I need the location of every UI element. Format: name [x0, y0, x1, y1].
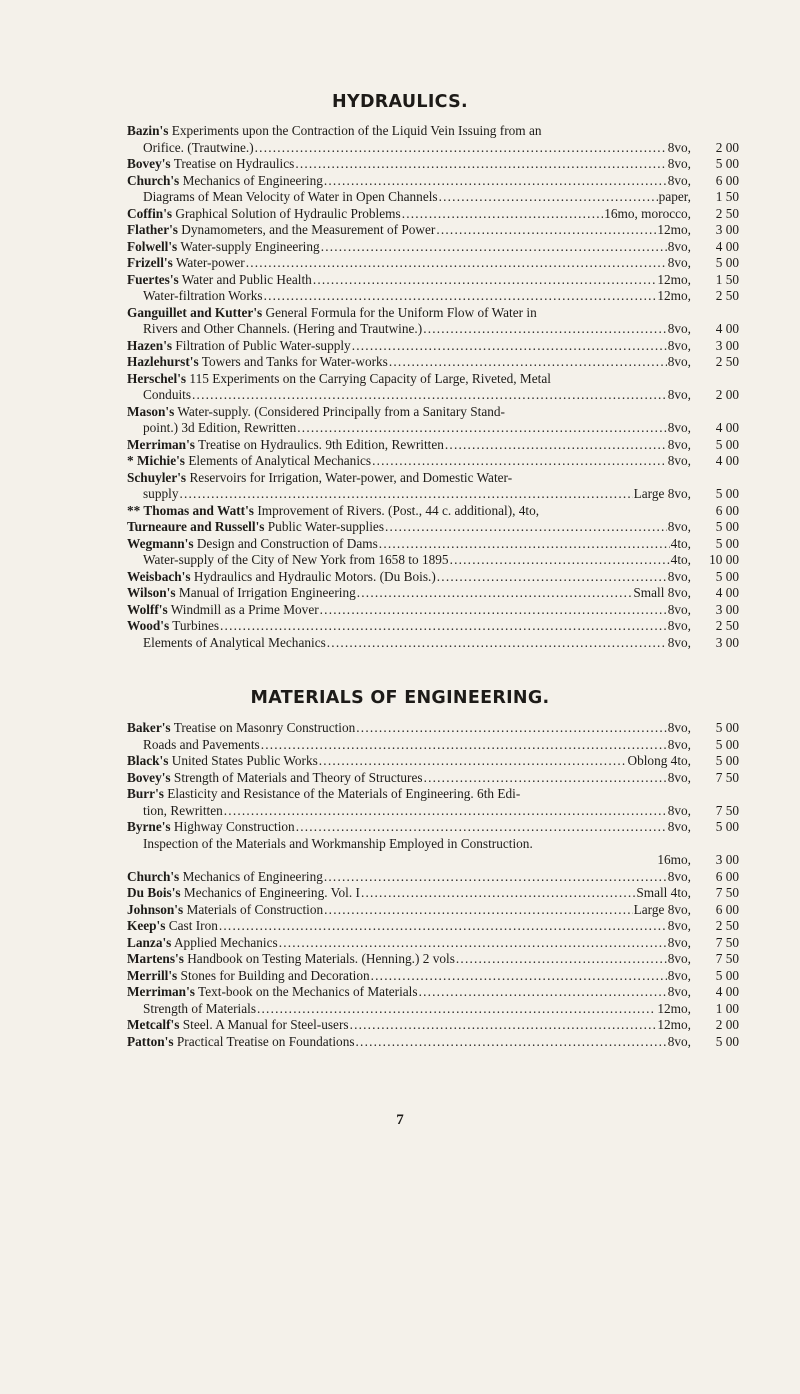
- dot-leader: [439, 189, 658, 206]
- entry-title: Hydraulics and Hydraulic Motors. (Du Bois.): [193, 568, 436, 584]
- entry-format: 8vo,: [667, 238, 691, 254]
- entry-title: Mechanics of Engineering: [182, 868, 323, 884]
- entry-price: 5 00: [715, 753, 739, 768]
- entry-author: Fuertes's: [127, 271, 179, 287]
- dot-leader: [445, 437, 667, 454]
- entry-title: Cast Iron: [168, 918, 218, 933]
- entry-title: supply: [143, 486, 179, 501]
- entry-format: 8vo,: [667, 172, 691, 188]
- dot-leader: [352, 338, 667, 355]
- dot-leader: [324, 869, 667, 886]
- entry-author: Weisbach's: [127, 568, 191, 584]
- entry-author: Black's: [127, 753, 169, 768]
- entry-price: 5 00: [715, 720, 739, 735]
- entry-price: 5 00: [715, 156, 739, 171]
- entry-format: 8vo,: [667, 354, 691, 369]
- dot-leader: [321, 239, 667, 256]
- entry-title: Water-supply. (Considered Principally from a Sanitary Stand-: [177, 403, 505, 419]
- entry-price: 5 00: [715, 486, 739, 501]
- entry-author: Baker's: [127, 720, 171, 735]
- dot-leader: [424, 770, 667, 787]
- dot-leader: [279, 935, 667, 952]
- entry-format: 8vo,: [667, 337, 691, 353]
- catalog-entry: [127, 222, 739, 239]
- entry-title: Diagrams of Mean Velocity of Water in Open Channels: [143, 189, 438, 204]
- entry-price: 3 00: [715, 634, 739, 650]
- entry-title: Practical Treatise on Foundations: [176, 1033, 355, 1049]
- entry-format: 8vo,: [667, 420, 691, 435]
- catalog-entry: [127, 354, 739, 371]
- catalog-entry: [127, 720, 739, 737]
- entry-title: Windmill as a Prime Mover: [170, 601, 319, 617]
- dot-leader: [192, 387, 667, 404]
- entry-title: point.) 3d Edition, Rewritten: [143, 420, 297, 435]
- catalog-entry: [127, 885, 739, 902]
- entry-format: 16mo,: [657, 852, 691, 867]
- entry-format: 4to,: [670, 535, 691, 551]
- materials-heading: MATERIALS OF ENGINEERING.: [250, 688, 550, 708]
- dot-leader: [350, 1017, 657, 1034]
- entry-price: 10 00: [709, 552, 739, 567]
- page-number: 7: [396, 1112, 404, 1128]
- entry-title: Improvement of Rivers. (Post., 44 c. additional), 4to,: [257, 502, 540, 518]
- entry-format: 16mo, morocco,: [604, 205, 691, 221]
- catalog-entry: [127, 503, 739, 520]
- catalog-entry: [127, 404, 739, 437]
- entry-title: Design and Construction of Dams: [196, 535, 378, 551]
- catalog-entry: [127, 902, 739, 919]
- entry-author: Folwell's: [127, 238, 178, 254]
- entry-format: 8vo,: [667, 453, 691, 468]
- entry-format: 8vo,: [667, 934, 691, 950]
- catalog-entry: [127, 836, 739, 869]
- entry-price: 2 00: [715, 139, 739, 155]
- entry-format: Large 8vo,: [633, 901, 691, 917]
- catalog-entry: [127, 770, 739, 787]
- entry-format: 8vo,: [667, 601, 691, 617]
- entry-title: Treatise on Masonry Construction: [173, 720, 356, 735]
- entry-format: 12mo,: [657, 271, 691, 287]
- dot-leader: [379, 536, 670, 553]
- catalog-entry: [127, 371, 739, 404]
- entry-price: 7 50: [715, 885, 739, 900]
- entry-price: 7 50: [715, 951, 739, 966]
- dot-leader: [179, 486, 632, 503]
- entry-author: Merriman's: [127, 436, 195, 452]
- entry-title: Elements of Analytical Mechanics: [143, 634, 326, 650]
- entry-price: 4 00: [715, 585, 739, 600]
- entry-title: Inspection of the Materials and Workmanship Employed in Construction.: [143, 835, 533, 851]
- entry-title: Turbines: [172, 618, 220, 633]
- entry-title: Text-book on the Mechanics of Materials: [198, 984, 418, 999]
- entry-price: 1 00: [715, 1000, 739, 1016]
- entry-title: Reservoirs for Irrigation, Water-power, and Domestic Water-: [189, 469, 513, 485]
- entry-title: Elements of Analytical Mechanics: [188, 453, 372, 468]
- dot-leader: [324, 173, 667, 190]
- dot-leader: [450, 552, 670, 569]
- entry-price: 6 00: [715, 868, 739, 884]
- dot-leader: [297, 420, 666, 437]
- catalog-entry: [127, 123, 739, 156]
- entry-price: 2 50: [715, 288, 739, 303]
- entry-price: 4 00: [715, 321, 739, 336]
- entry-author: Wegmann's: [127, 535, 194, 551]
- entry-author: Bazin's: [127, 123, 169, 138]
- entry-author: Burr's: [127, 786, 164, 801]
- catalog-entry: [127, 618, 739, 635]
- entry-title: Highway Construction: [173, 819, 295, 834]
- catalog-entry: [127, 206, 739, 223]
- entry-format: 8vo,: [667, 436, 691, 452]
- catalog-entry: [127, 519, 739, 536]
- entry-title: Manual of Irrigation Engineering: [178, 585, 356, 600]
- entry-format: 8vo,: [667, 967, 691, 983]
- catalog-entry: [127, 536, 739, 553]
- catalog-entry: [127, 585, 739, 602]
- dot-leader: [389, 354, 667, 371]
- dot-leader: [264, 288, 657, 305]
- entry-price: 3 00: [715, 601, 739, 617]
- entry-format: Small 4to,: [636, 885, 691, 900]
- entry-author: Ganguillet and Kutter's: [127, 304, 263, 320]
- entry-title: Graphical Solution of Hydraulic Problems: [175, 205, 401, 221]
- entry-format: 8vo,: [667, 868, 691, 884]
- entry-format: 8vo,: [667, 519, 691, 534]
- entry-title: Treatise on Hydraulics: [173, 156, 295, 171]
- entry-author: Coffin's: [127, 205, 173, 221]
- entry-author: Byrne's: [127, 819, 171, 834]
- entry-format: 8vo,: [667, 736, 691, 752]
- entry-format: 8vo,: [667, 568, 691, 584]
- dot-leader: [219, 918, 667, 935]
- entry-format: 12mo,: [657, 288, 691, 303]
- entry-format: 12mo,: [657, 1017, 691, 1032]
- entry-author: Turneaure and Russell's: [127, 519, 265, 534]
- entry-title: General Formula for the Uniform Flow of Water in: [265, 304, 537, 320]
- dot-leader: [436, 222, 656, 239]
- entry-title: Elasticity and Resistance of the Materials of Engineering. 6th Edi-: [167, 786, 521, 801]
- catalog-entry: [127, 737, 739, 754]
- entry-title: Materials of Construction: [186, 901, 324, 917]
- entry-format: 12mo,: [657, 222, 691, 237]
- dot-leader: [385, 519, 667, 536]
- entry-format: 8vo,: [667, 634, 691, 650]
- entry-author: Bovey's: [127, 156, 171, 171]
- entry-format: 8vo,: [667, 321, 691, 336]
- dot-leader: [261, 737, 667, 754]
- entry-price: 6 00: [715, 901, 739, 917]
- entry-price: 6 00: [715, 172, 739, 188]
- dot-leader: [423, 321, 667, 338]
- entry-format: 8vo,: [667, 802, 691, 818]
- dot-leader: [437, 569, 667, 586]
- entry-price: 5 00: [715, 535, 739, 551]
- entry-title: Stones for Building and Decoration: [180, 967, 370, 983]
- entry-title: Mechanics of Engineering. Vol. I: [183, 885, 360, 900]
- entry-title: Applied Mechanics: [173, 934, 278, 950]
- catalog-entry: [127, 753, 739, 770]
- entry-price: 4 00: [715, 453, 739, 468]
- entry-title: Water-filtration Works: [143, 288, 263, 303]
- entry-author: * Michie's: [127, 453, 185, 468]
- entry-price: 2 50: [715, 918, 739, 933]
- dot-leader: [246, 255, 667, 272]
- dot-leader: [361, 885, 635, 902]
- catalog-entry: [127, 786, 739, 819]
- catalog-entry: [127, 602, 739, 619]
- dot-leader: [456, 951, 667, 968]
- entry-price: 4 00: [715, 984, 739, 999]
- catalog-entry: [127, 470, 739, 503]
- entry-price: 5 00: [715, 967, 739, 983]
- entry-format: 8vo,: [667, 1033, 691, 1049]
- entry-author: Herschel's: [127, 370, 187, 386]
- entry-author: Flather's: [127, 222, 178, 237]
- entry-price: 7 50: [715, 934, 739, 950]
- dot-leader: [372, 453, 667, 470]
- entry-format: 8vo,: [667, 918, 691, 933]
- entry-title: Water-power: [175, 255, 245, 270]
- entry-format: Small 8vo,: [633, 585, 691, 600]
- entry-author: Metcalf's: [127, 1017, 180, 1032]
- entry-price: 4 00: [715, 420, 739, 435]
- entry-title: Strength of Materials: [143, 1000, 256, 1016]
- entry-author: Keep's: [127, 918, 166, 933]
- entry-price: 2 50: [715, 205, 739, 221]
- catalog-entry: [127, 635, 739, 652]
- entry-title: Dynamometers, and the Measurement of Power: [181, 222, 436, 237]
- dot-leader: [320, 602, 667, 619]
- dot-leader: [257, 1001, 656, 1018]
- catalog-entry: [127, 272, 739, 289]
- entry-title: Orifice. (Trautwine.): [143, 139, 254, 155]
- entry-title: Mechanics of Engineering: [182, 172, 323, 188]
- entry-format: 12mo,: [657, 1000, 691, 1016]
- entry-title: Towers and Tanks for Water-works: [201, 354, 388, 369]
- entry-author: Wilson's: [127, 585, 176, 600]
- catalog-entry: [127, 156, 739, 173]
- entry-price: 7 50: [715, 769, 739, 785]
- entry-format: 8vo,: [667, 769, 691, 785]
- entry-price: 3 00: [715, 852, 739, 867]
- dot-leader: [327, 635, 667, 652]
- catalog-entry: [127, 569, 739, 586]
- catalog-entry: [127, 552, 739, 569]
- entry-author: Merrill's: [127, 967, 178, 983]
- entry-format: 8vo,: [667, 387, 691, 402]
- hydraulics-heading: HYDRAULICS.: [332, 92, 468, 112]
- entry-format: 8vo,: [667, 255, 691, 270]
- entry-title: Water-supply of the City of New York from 1658 to 1895: [143, 552, 449, 567]
- entry-title: Roads and Pavements: [143, 736, 260, 752]
- entry-author: Wood's: [127, 618, 170, 633]
- entry-author: Patton's: [127, 1033, 174, 1049]
- catalog-entry: [127, 437, 739, 454]
- catalog-entry: [127, 189, 739, 206]
- entry-title: Steel. A Manual for Steel-users: [182, 1017, 349, 1032]
- entry-author: Bovey's: [127, 769, 171, 785]
- hydraulics-list: [127, 123, 739, 651]
- entry-format: 8vo,: [667, 819, 691, 834]
- entry-price: 3 00: [715, 222, 739, 237]
- dot-leader: [357, 585, 633, 602]
- entry-title: Water and Public Health: [181, 271, 312, 287]
- entry-price: 2 00: [715, 1017, 739, 1032]
- dot-leader: [402, 206, 604, 223]
- entry-format: paper,: [658, 189, 691, 204]
- entry-price: 5 00: [715, 819, 739, 834]
- entry-title: Strength of Materials and Theory of Structures: [173, 769, 423, 785]
- entry-author: Johnson's: [127, 901, 184, 917]
- catalog-entry: [127, 338, 739, 355]
- entry-price: 2 50: [715, 354, 739, 369]
- dot-leader: [296, 819, 667, 836]
- entry-price: 5 00: [715, 736, 739, 752]
- entry-price: 5 00: [715, 255, 739, 270]
- entry-price: 7 50: [715, 802, 739, 818]
- catalog-entry: [127, 869, 739, 886]
- entry-title: Public Water-supplies: [267, 519, 385, 534]
- entry-title: Water-supply Engineering: [180, 238, 320, 254]
- catalog-entry: [127, 305, 739, 338]
- entry-author: Du Bois's: [127, 885, 181, 900]
- entry-price: 1 50: [715, 271, 739, 287]
- entry-price: 2 50: [715, 618, 739, 633]
- catalog-entry: [127, 453, 739, 470]
- entry-format: 8vo,: [667, 139, 691, 155]
- catalog-entry: [127, 1034, 739, 1051]
- catalog-entry: [127, 239, 739, 256]
- catalog-entry: [127, 1001, 739, 1018]
- entry-format: 8vo,: [667, 720, 691, 735]
- entry-title: Conduits: [143, 387, 192, 402]
- entry-price: 1 50: [715, 189, 739, 204]
- entry-format: 8vo,: [667, 951, 691, 966]
- catalog-entry: [127, 1017, 739, 1034]
- catalog-entry: [127, 935, 739, 952]
- entry-author: Church's: [127, 172, 180, 188]
- dot-leader: [224, 803, 667, 820]
- entry-format: 8vo,: [667, 618, 691, 633]
- entry-title: United States Public Works: [171, 753, 318, 768]
- entry-author: Frizell's: [127, 255, 173, 270]
- dot-leader: [419, 984, 667, 1001]
- entry-format: 4to,: [670, 552, 691, 567]
- entry-author: Martens's: [127, 951, 184, 966]
- entry-format: 8vo,: [667, 984, 691, 999]
- entry-price: 6 00: [715, 502, 739, 518]
- entry-format: Oblong 4to,: [627, 753, 691, 768]
- catalog-entry: [127, 968, 739, 985]
- catalog-entry: [127, 255, 739, 272]
- entry-title: Treatise on Hydraulics. 9th Edition, Rewritten: [198, 436, 444, 452]
- dot-leader: [371, 968, 667, 985]
- dot-leader: [313, 272, 657, 289]
- catalog-entry: [127, 173, 739, 190]
- entry-format: Large 8vo,: [633, 486, 691, 501]
- entry-author: Church's: [127, 868, 180, 884]
- dot-leader: [324, 902, 632, 919]
- dot-leader: [255, 140, 667, 157]
- entry-title: Filtration of Public Water-supply: [175, 337, 351, 353]
- entry-price: 5 00: [715, 568, 739, 584]
- entry-title: Experiments upon the Contraction of the Liquid Vein Issuing from an: [171, 123, 542, 138]
- entry-title: tion, Rewritten: [143, 802, 223, 818]
- entry-author: Wolff's: [127, 601, 168, 617]
- entry-price: 5 00: [715, 436, 739, 452]
- dot-leader: [356, 720, 666, 737]
- dot-leader: [356, 1034, 667, 1051]
- entry-price: 4 00: [715, 238, 739, 254]
- catalog-entry: [127, 984, 739, 1001]
- entry-title: Handbook on Testing Materials. (Henning.) 2 vols: [187, 951, 455, 966]
- materials-list: [127, 720, 739, 1050]
- entry-author: Hazen's: [127, 337, 173, 353]
- dot-leader: [319, 753, 627, 770]
- dot-leader: [220, 618, 667, 635]
- entry-price: 2 00: [715, 387, 739, 402]
- entry-author: Mason's: [127, 403, 175, 419]
- entry-format: 8vo,: [667, 156, 691, 171]
- entry-price: 3 00: [715, 337, 739, 353]
- dot-leader: [295, 156, 666, 173]
- entry-author: Hazlehurst's: [127, 354, 199, 369]
- entry-title: 115 Experiments on the Carrying Capacity of Large, Riveted, Metal: [189, 370, 551, 386]
- entry-author: ** Thomas and Watt's: [127, 502, 254, 518]
- catalog-entry: [127, 288, 739, 305]
- entry-author: Schuyler's: [127, 469, 187, 485]
- entry-price: 5 00: [715, 1033, 739, 1049]
- catalog-entry: [127, 918, 739, 935]
- entry-title: Rivers and Other Channels. (Hering and Trautwine.): [143, 321, 423, 336]
- entry-author: Lanza's: [127, 934, 172, 950]
- catalog-entry: [127, 951, 739, 968]
- entry-author: Merriman's: [127, 984, 195, 999]
- entry-price: 5 00: [715, 519, 739, 534]
- catalog-entry: [127, 819, 739, 836]
